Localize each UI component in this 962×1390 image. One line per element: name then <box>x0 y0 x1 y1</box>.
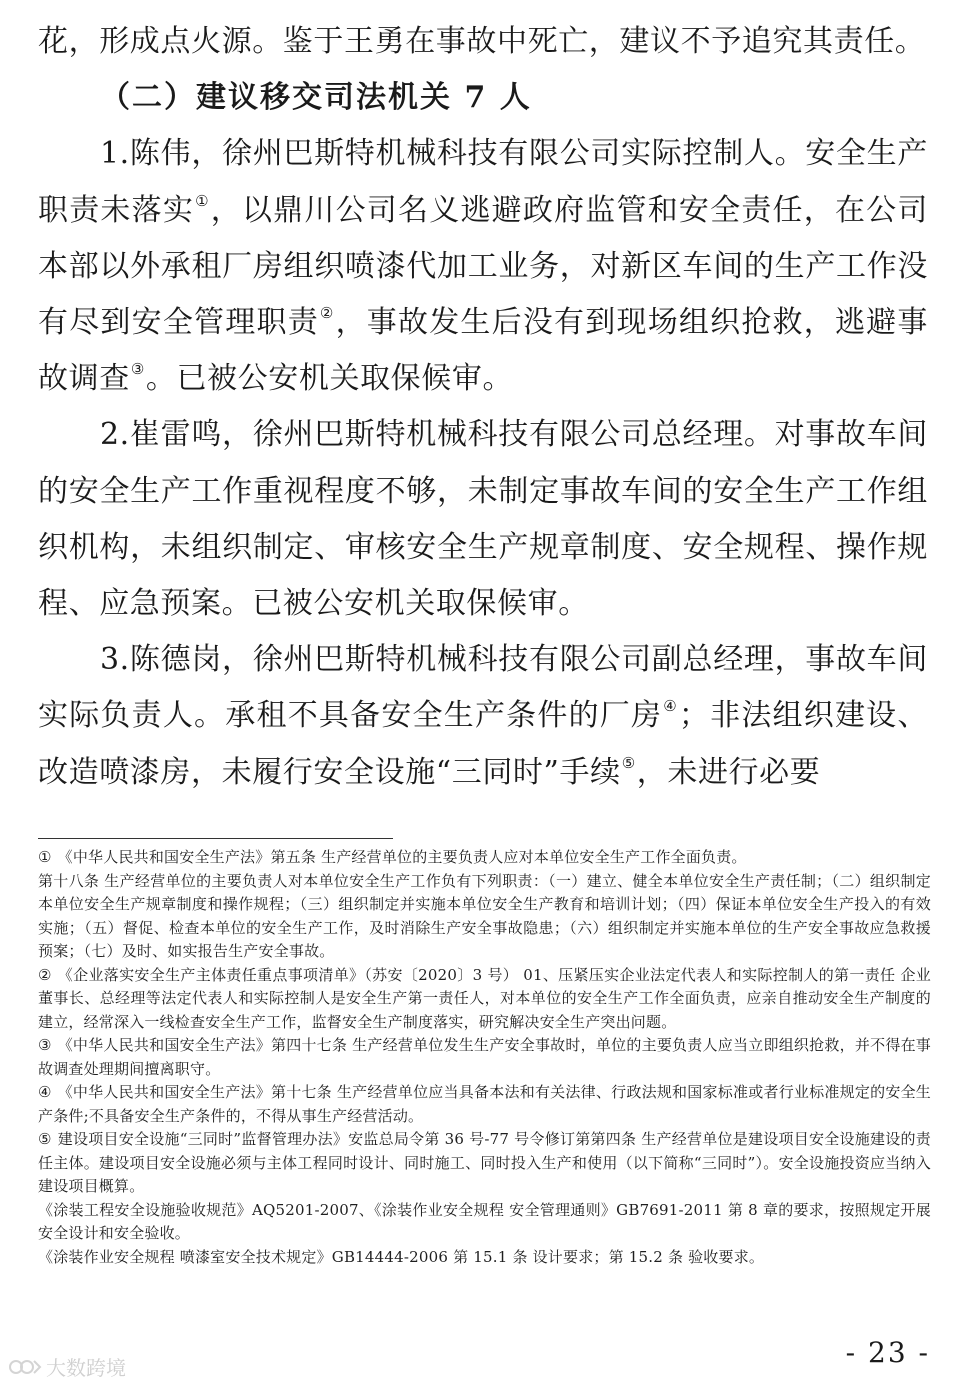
footnote-ref-5[interactable]: ⑤ <box>621 753 636 772</box>
footnote-text: 《中华人民共和国安全生产法》第十七条 生产经营单位应当具备本法和有关法律、行政法规和国家标准或者行业标准规定的安全生产条件;不具备安全生产条件的，不得从事生产经营活动。 <box>38 1083 931 1125</box>
footnote-5-standard-a: 《涂装工程安全设施验收规范》AQ5201-2007、《涂装作业安全规程 安全管理通则》GB7691-2011 第 8 章的要求，按照规定开展安全设计和安全验收。 <box>38 1200 931 1242</box>
paragraph-chen-wei <box>38 126 928 407</box>
footnote-mark: ⑤ <box>38 1130 52 1148</box>
footnote-mark: ② <box>38 965 52 984</box>
footnotes-section <box>38 846 931 1269</box>
footnote-5-standard-b: 《涂装作业安全规程 喷漆室安全技术规定》GB14444-2006 第 15.1 条 设计要求；第 15.2 条 验收要求。 <box>38 1247 765 1266</box>
footnote-text: 《中华人民共和国安全生产法》第四十七条 生产经营单位发生生产安全事故时，单位的主要负责人应当立即组织抢救，并不得在事故调查处理期间擅离职守。 <box>38 1036 931 1078</box>
footnote-5 <box>38 1128 931 1199</box>
page-number: - 23 - <box>845 1336 930 1369</box>
paragraph-text: ，未进行必要 <box>636 754 821 790</box>
footnote-mark: ① <box>38 848 52 866</box>
footnote-4 <box>38 1081 931 1128</box>
footnote-ref-1[interactable]: ① <box>195 191 210 210</box>
watermark-text: 大数跨境 <box>46 1356 126 1380</box>
paragraph-text: ，事故发生后没有到现场组织抢救，逃避事故调查 <box>38 305 928 397</box>
paragraph-text: 3.陈德岗，徐州巴斯特机械科技有限公司副总经理，事故车间实际负责人。承租不具备安全生产条件的厂房 <box>38 642 928 734</box>
footnote-text: 建设项目安全设施“三同时”监督管理办法》安监总局令第 36 号-77 号令修订第第四条 生产经营单位是建设项目安全设施建设的责任主体。建设项目安全设施必须与主体工程同时设计、同时施工、同时投入生产和使用（以下简称“三同时”）。安全设施投资应当纳入建设项目概算。 <box>38 1130 931 1195</box>
watermark <box>8 1352 126 1381</box>
main-body-text <box>38 14 928 801</box>
footnote-mark: ③ <box>38 1036 52 1054</box>
paragraph-continuation: 花，形成点火源。鉴于王勇在事故中死亡，建议不予追究其责任。 <box>38 24 926 59</box>
paragraph-cui-leiming: 2.崔雷鸣，徐州巴斯特机械科技有限公司总经理。对事故车间的安全生产工作重视程度不够，未制定事故车间的安全生产工作组织机构，未组织制定、审核安全生产规章制度、安全规程、操作规程、应急预案。已被公安机关取保候审。 <box>38 417 928 622</box>
footnote-1-continued: 第十八条 生产经营单位的主要负责人对本单位安全生产工作负有下列职责：（一）建立、健全本单位安全生产责任制；（二）组织制定本单位安全生产规章制度和操作规程；（三）组织制定并实施本单位安全生产教育和培训计划；（四）保证本单位安全生产投入的有效实施；（五）督促、检查本单位的安全生产工作，及时消除生产安全事故隐患；（六）组织制定并实施本单位的生产安全事故应急救援预案；（七）及时、如实报告生产安全事故。 <box>38 871 931 960</box>
paragraph-text: ，以鼎川公司名义逃避政府监管和安全责任，在公司本部以外承租厂房组织喷漆代加工业务，对新区车间的生产工作没有尽到安全管理职责 <box>38 192 928 341</box>
footnote-ref-2[interactable]: ② <box>319 304 335 323</box>
paragraph-chen-degang <box>38 632 928 801</box>
paragraph-text: 。已被公安机关取保候审。 <box>145 361 514 397</box>
footnote-3 <box>38 1034 931 1081</box>
footnote-ref-3[interactable]: ③ <box>130 360 145 379</box>
footnote-divider <box>38 838 393 839</box>
footnote-text: 《企业落实安全生产主体责任重点事项清单》（苏安〔2020〕3 号） 01、压紧压实企业法定代表人和实际控制人的第一责任 企业董事长、总经理等法定代表人和实际控制人是安全生产第一责任人，对本单位的安全生产工作全面负责，应亲自推动安全生产制度的建立，经常深入一线检查安全生产工作，监督安全生产制度落实，研究解决安全生产突出问题。 <box>38 965 931 1031</box>
footnote-mark: ④ <box>38 1083 52 1101</box>
paragraph-text: ；非法组织建设、改造喷漆房，未履行安全设施“三同时”手续 <box>38 698 928 790</box>
footnote-2 <box>38 964 931 1035</box>
footnote-text: 《中华人民共和国安全生产法》第五条 生产经营单位的主要负责人应对本单位安全生产工作全面负责。 <box>57 848 747 866</box>
paragraph-text: 1.陈伟，徐州巴斯特机械科技有限公司实际控制人。安全生产职责未落实 <box>38 136 928 228</box>
section-heading: （二）建议移交司法机关 7 人 <box>100 80 532 116</box>
footnote-1 <box>38 846 931 870</box>
footnote-ref-4[interactable]: ④ <box>663 697 678 716</box>
watermark-logo-icon <box>8 1356 42 1378</box>
